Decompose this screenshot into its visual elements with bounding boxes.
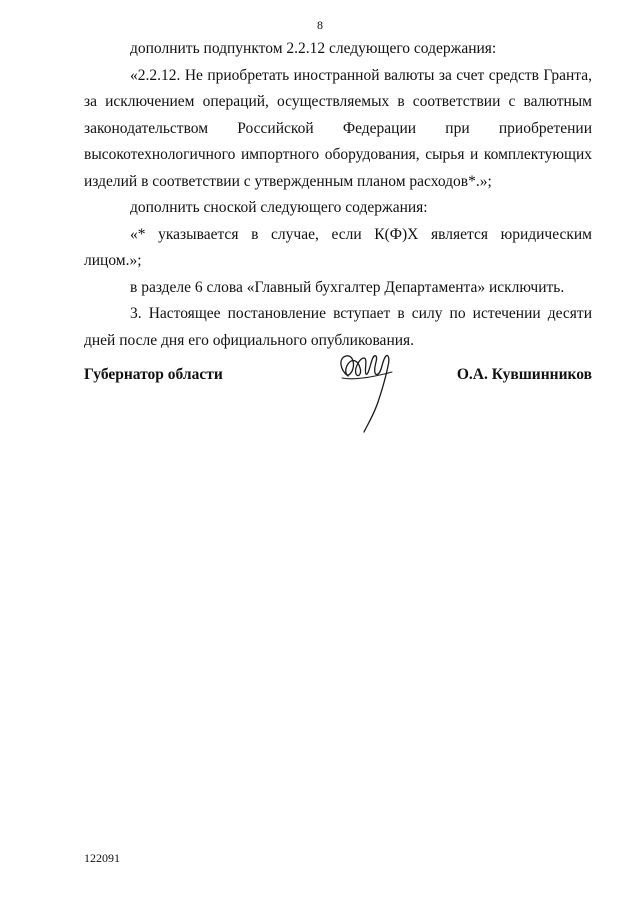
document-body — [84, 36, 592, 354]
paragraph-amend-intro: дополнить подпунктом 2.2.12 следующего содержания: — [130, 40, 497, 57]
signature-block — [84, 354, 592, 444]
paragraph-section-6-change: в разделе 6 слова «Главный бухгалтер Департамента» исключить. — [130, 278, 565, 296]
paragraph-effective-date: 3. Настоящее постановление вступает в силу по истечении десяти дней после дня его официального опубликования. — [84, 305, 592, 349]
page-number: 8 — [317, 18, 323, 32]
signer-title: Губернатор области — [84, 366, 223, 383]
paragraph-footnote-text: «* указывается в случае, если К(Ф)Х является юридическим лицом.»; — [84, 225, 592, 269]
paragraph-subclause-2-2-12: «2.2.12. Не приобретать иностранной валюты за счет средств Гранта, за исключением операций, осуществляемых в соответствии с валютным законодательством Российской Федерации при приобретении высокотехнологичного импортного оборудования, сырья и комплектующих изделий в соответствии с утвержденным планом расходов*.»; — [84, 66, 592, 190]
signer-name: О.А. Кувшинников — [456, 366, 592, 383]
paragraph-footnote-intro: дополнить сноской следующего содержания: — [130, 199, 428, 216]
handwritten-signature-icon — [334, 346, 404, 436]
document-code: 122091 — [84, 851, 120, 865]
